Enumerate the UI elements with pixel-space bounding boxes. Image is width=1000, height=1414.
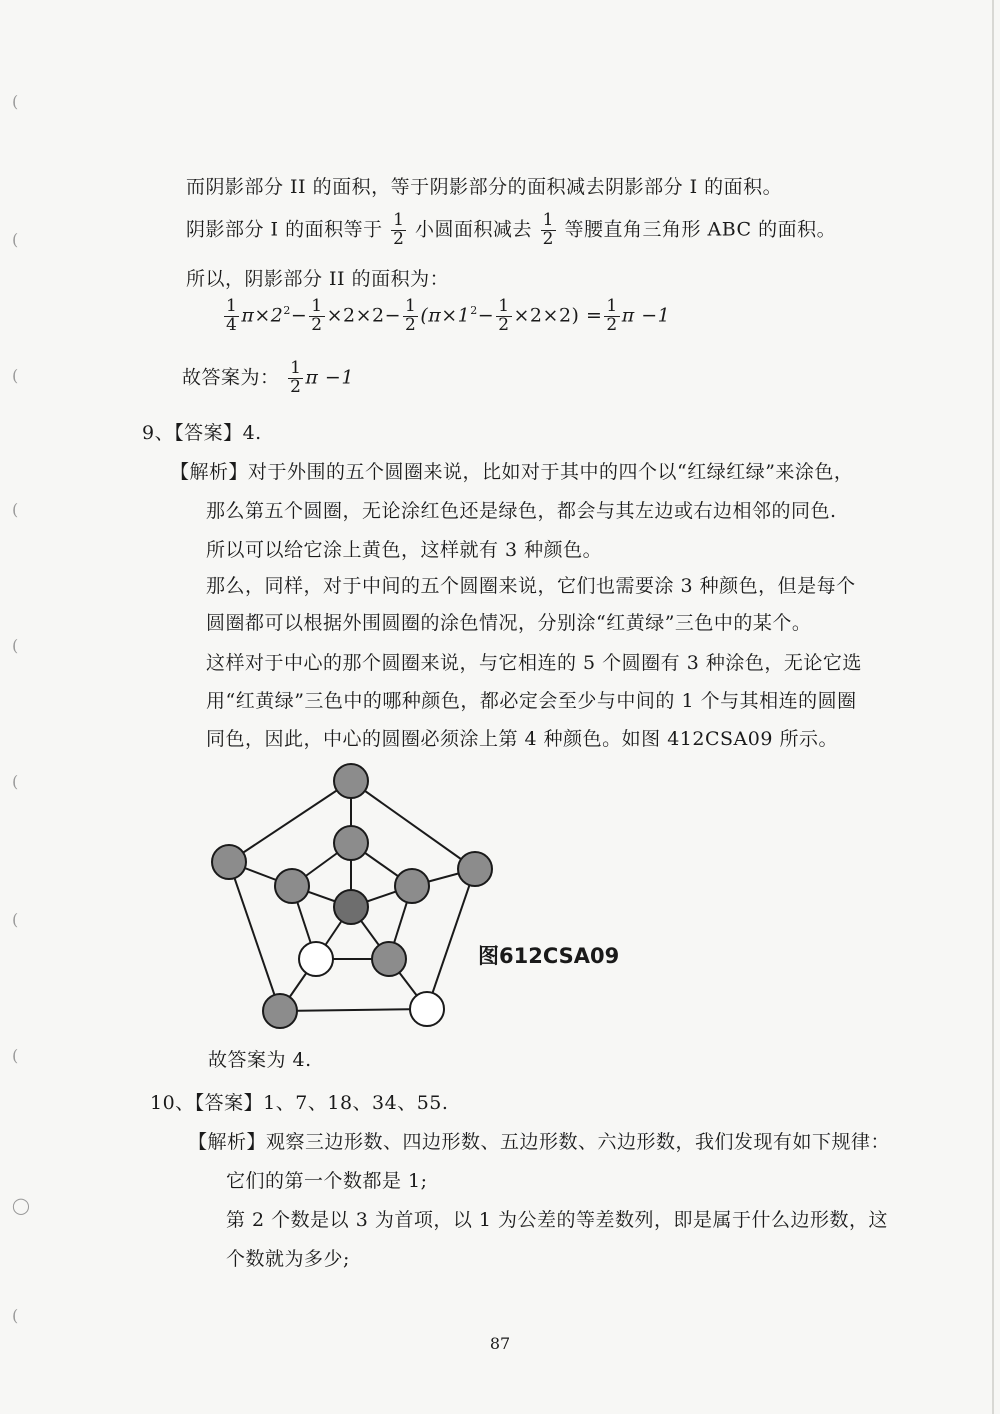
binding-hole-mark: (	[12, 230, 19, 249]
figure-caption: 图612CSA09	[478, 944, 620, 968]
page-number: 87	[489, 1334, 511, 1353]
fraction	[496, 298, 511, 335]
graph-node-gray	[395, 869, 429, 903]
graph-edge	[427, 869, 475, 1009]
fraction-numerator: 1	[226, 296, 238, 316]
answer-value: π −1	[305, 366, 354, 389]
graph-node-gray	[458, 852, 492, 886]
fraction-numerator: 1	[606, 296, 618, 316]
q10-explanation-line: 个数就为多少;	[226, 1248, 350, 1270]
graph-edge	[229, 781, 351, 862]
fraction-denominator: 2	[542, 228, 554, 249]
binding-hole-mark: (	[12, 772, 19, 791]
fraction	[309, 298, 324, 335]
fraction-numerator: 1	[498, 296, 510, 316]
fraction	[391, 212, 406, 249]
q9-explanation-line: 圆圈都可以根据外围圆圈的涂色情况，分别涂“红黄绿”三色中的某个。	[206, 612, 812, 634]
q9-explanation-line: 那么，同样，对于中间的五个圆圈来说，它们也需要涂 3 种颜色，但是每个	[206, 575, 856, 597]
binding-hole-mark: (	[12, 500, 19, 519]
formula	[222, 298, 670, 335]
formula-segment: π×2	[241, 304, 284, 327]
binding-hole-mark: (	[12, 366, 19, 385]
q9-explanation-line: 那么第五个圆圈，无论涂红色还是绿色，都会与其左边或右边相邻的同色.	[206, 500, 837, 522]
graph-node-gray	[275, 869, 309, 903]
q10-answer: 10、【答案】1、7、18、34、55.	[150, 1092, 449, 1114]
formula-segment: π −1	[621, 304, 671, 327]
text-segment: 等腰直角三角形 ABC 的面积。	[564, 218, 837, 241]
fraction-denominator: 2	[290, 376, 302, 397]
fraction-denominator: 2	[498, 314, 510, 335]
q9-explanation-line: 同色，因此，中心的圆圈必须涂上第 4 种颜色。如图 412CSA09 所示。	[206, 728, 838, 750]
q9-explanation-line: 所以可以给它涂上黄色，这样就有 3 种颜色。	[206, 539, 603, 561]
graph-node-white	[410, 992, 444, 1026]
graph-node-white	[299, 942, 333, 976]
formula-segment: ×2×2−	[326, 304, 402, 327]
text-segment: 阴影部分 I 的面积等于	[186, 218, 383, 241]
fraction	[224, 298, 239, 335]
graph-node-gray	[372, 942, 406, 976]
formula-exponent: 2	[470, 304, 478, 318]
q10-explanation-line: 第 2 个数是以 3 为首项，以 1 为公差的等差数列，即是属于什么边形数，这	[226, 1209, 889, 1231]
text-line: 所以，阴影部分 II 的面积为：	[186, 268, 450, 290]
fraction	[604, 298, 619, 335]
binding-hole-mark: (	[12, 636, 19, 655]
fraction-denominator: 2	[311, 314, 323, 335]
fraction-numerator: 1	[405, 296, 417, 316]
page-edge	[992, 0, 994, 1414]
q9-answer: 9、【答案】4.	[142, 422, 262, 444]
fraction-denominator: 2	[393, 228, 405, 249]
binding-hole-mark: (	[12, 910, 19, 929]
answer-prefix: 故答案为：	[182, 366, 280, 389]
graph-node-gray	[334, 764, 368, 798]
graph-edge	[229, 862, 280, 1011]
q9-explanation-line: 【解析】对于外围的五个圆圈来说，比如对于其中的四个以“红绿红绿”来涂色，	[170, 461, 854, 483]
fraction-denominator: 2	[405, 314, 417, 335]
q9-explanation-line: 这样对于中心的那个圆圈来说，与它相连的 5 个圆圈有 3 种涂色，无论它选	[206, 652, 862, 674]
fraction-denominator: 4	[226, 314, 238, 335]
fraction-numerator: 1	[542, 210, 554, 230]
fraction	[541, 212, 556, 249]
formula-segment: (π×1	[420, 304, 471, 327]
q9-conclusion: 故答案为 4.	[208, 1049, 312, 1071]
text-segment: 小圆面积减去	[415, 218, 533, 241]
q10-explanation-line: 【解析】观察三边形数、四边形数、五边形数、六边形数，我们发现有如下规律：	[188, 1131, 891, 1153]
graph-node-center	[334, 890, 368, 924]
graph-node-gray	[263, 994, 297, 1028]
q9-explanation-line: 用“红黄绿”三色中的哪种颜色，都必定会至少与中间的 1 个与其相连的圆圈	[206, 690, 857, 712]
binding-hole-mark: (	[12, 1046, 19, 1065]
text-line-with-fractions	[186, 212, 836, 249]
fraction-numerator: 1	[393, 210, 405, 230]
fraction-numerator: 1	[290, 358, 302, 378]
formula-segment: −	[477, 304, 495, 327]
fraction-denominator: 2	[606, 314, 618, 335]
binding-hole-mark: (	[12, 92, 19, 111]
pentagon-graph-figure	[195, 755, 505, 1045]
answer-line	[182, 360, 354, 397]
graph-edge	[280, 1009, 427, 1011]
formula-exponent: 2	[283, 304, 291, 318]
q10-explanation-line: 它们的第一个数都是 1;	[226, 1170, 428, 1192]
formula-segment: −	[290, 304, 308, 327]
binding-hole-mark: (	[12, 1306, 19, 1325]
graph-node-gray	[212, 845, 246, 879]
binding-hole-mark: ◯	[12, 1196, 30, 1215]
fraction	[403, 298, 418, 335]
graph-node-gray	[334, 826, 368, 860]
text-line: 而阴影部分 II 的面积，等于阴影部分的面积减去阴影部分 I 的面积。	[186, 176, 783, 198]
fraction	[288, 360, 303, 397]
formula-segment: ×2×2) =	[513, 304, 603, 327]
fraction-numerator: 1	[311, 296, 323, 316]
